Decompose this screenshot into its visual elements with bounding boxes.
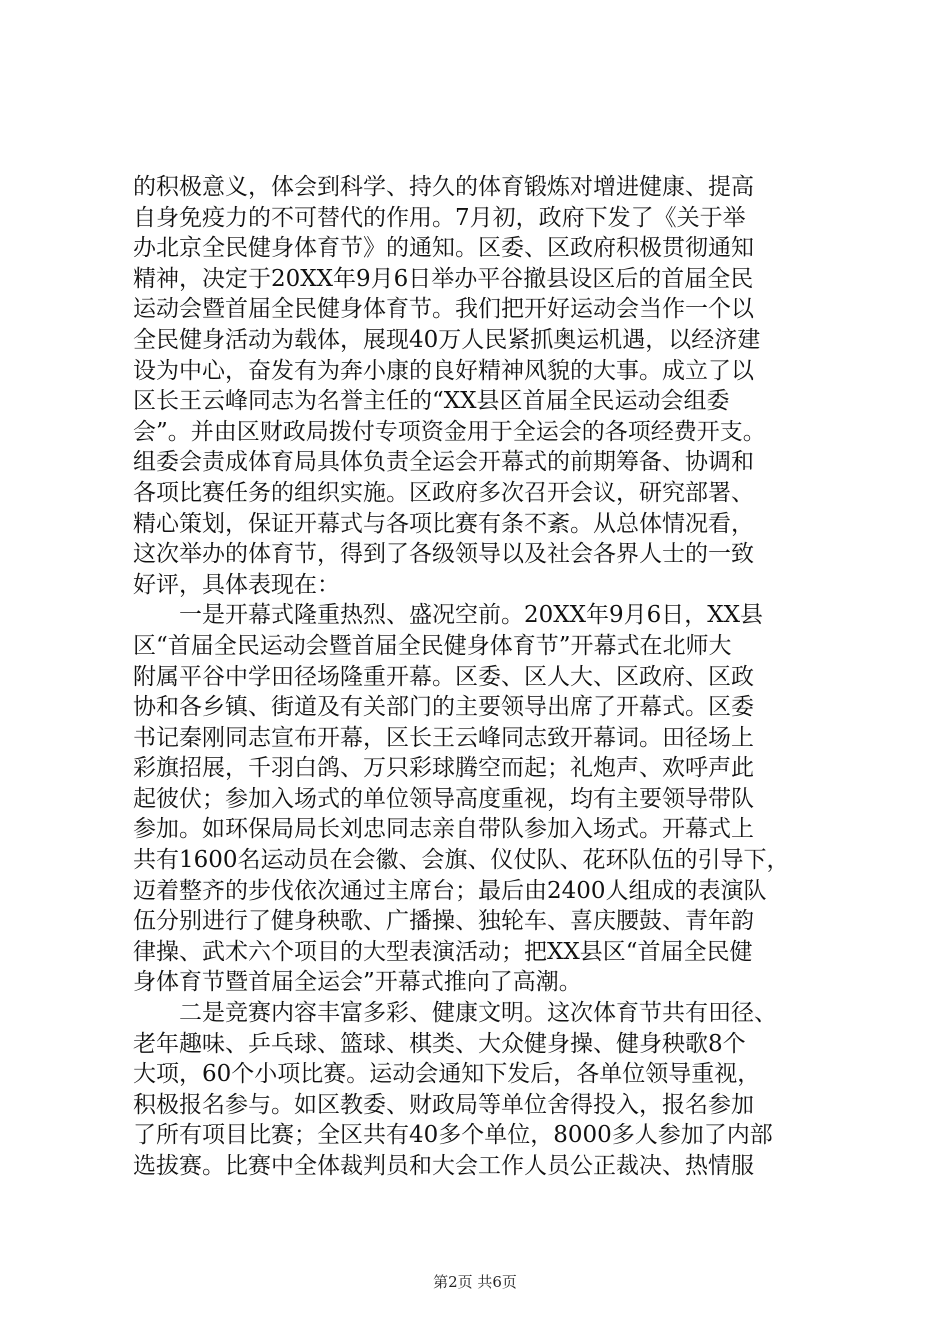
text-line: 自身免疫力的不可替代的作用。7月初，政府下发了《关于举 <box>133 204 746 231</box>
text-line: 老年趣味、乒乓球、篮球、棋类、大众健身操、健身秧歌8个 <box>133 1030 746 1057</box>
document-body <box>133 172 833 1182</box>
text-line: 会”。并由区财政局拨付专项资金用于全运会的各项经费开支。 <box>133 418 766 445</box>
text-line: 大项，60个小项比赛。运动会通知下发后，各单位领导重视， <box>133 1061 761 1088</box>
text-line: 一是开幕式隆重热烈、盛况空前。20XX年9月6日，XX县 <box>133 602 764 629</box>
text-line: 参加。如环保局局长刘忠同志亲自带队参加入场式。开幕式上 <box>133 816 754 843</box>
text-line: 附属平谷中学田径场隆重开幕。区委、区人大、区政府、区政 <box>133 663 754 690</box>
text-line: 身体育节暨首届全运会”开幕式推向了高潮。 <box>133 969 582 996</box>
text-line: 全民健身活动为载体，展现40万人民紧抓奥运机遇，以经济建 <box>133 326 761 353</box>
text-line: 设为中心，奋发有为奔小康的良好精神风貌的大事。成立了以 <box>133 357 754 384</box>
text-line: 精心策划，保证开幕式与各项比赛有条不紊。从总体情况看， <box>133 510 754 537</box>
text-line: 协和各乡镇、街道及有关部门的主要领导出席了开幕式。区委 <box>133 694 754 721</box>
text-line: 组委会责成体育局具体负责全运会开幕式的前期筹备、协调和 <box>133 449 754 476</box>
text-line: 运动会暨首届全民健身体育节。我们把开好运动会当作一个以 <box>133 296 754 323</box>
text-line: 精神，决定于20XX年9月6日举办平谷撤县设区后的首届全民 <box>133 265 754 292</box>
text-line: 的积极意义，体会到科学、持久的体育锻炼对增进健康、提高 <box>133 174 754 200</box>
text-line: 各项比赛任务的组织实施。区政府多次召开会议，研究部署、 <box>133 479 754 506</box>
text-line: 好评，具体表现在： <box>133 571 340 598</box>
text-line: 书记秦刚同志宣布开幕，区长王云峰同志致开幕词。田径场上 <box>133 724 754 751</box>
text-line: 区“首届全民运动会暨首届全民健身体育节”开幕式在北师大 <box>133 632 732 659</box>
page-footer: 第2页 共6页 <box>433 1273 517 1291</box>
text-line: 共有1600名运动员在会徽、会旗、仪仗队、花环队伍的引导下， <box>133 847 790 874</box>
text-line: 二是竞赛内容丰富多彩、健康文明。这次体育节共有田径、 <box>133 1000 777 1027</box>
text-line: 起彼伏；参加入场式的单位领导高度重视，均有主要领导带队 <box>133 785 754 812</box>
text-line: 选拔赛。比赛中全体裁判员和大会工作人员公正裁决、热情服 <box>133 1153 754 1179</box>
text-line: 积极报名参与。如区教委、财政局等单位舍得投入，报名参加 <box>133 1091 754 1118</box>
text-line: 办北京全民健身体育节》的通知。区委、区政府积极贯彻通知 <box>133 235 754 262</box>
text-line: 伍分别进行了健身秧歌、广播操、独轮车、喜庆腰鼓、青年韵 <box>133 908 754 935</box>
text-line: 这次举办的体育节，得到了各级领导以及社会各界人士的一致 <box>133 541 754 568</box>
text-line: 区长王云峰同志为名誉主任的“XX县区首届全民运动会组委 <box>133 388 730 415</box>
text-line: 律操、武术六个项目的大型表演活动；把XX县区“首届全民健 <box>133 938 753 965</box>
text-line: 彩旗招展，千羽白鸽、万只彩球腾空而起；礼炮声、欢呼声此 <box>133 755 754 782</box>
text-line: 迈着整齐的步伐依次通过主席台；最后由2400人组成的表演队 <box>133 877 767 904</box>
text-line: 了所有项目比赛；全区共有40多个单位，8000多人参加了内部 <box>133 1122 773 1149</box>
